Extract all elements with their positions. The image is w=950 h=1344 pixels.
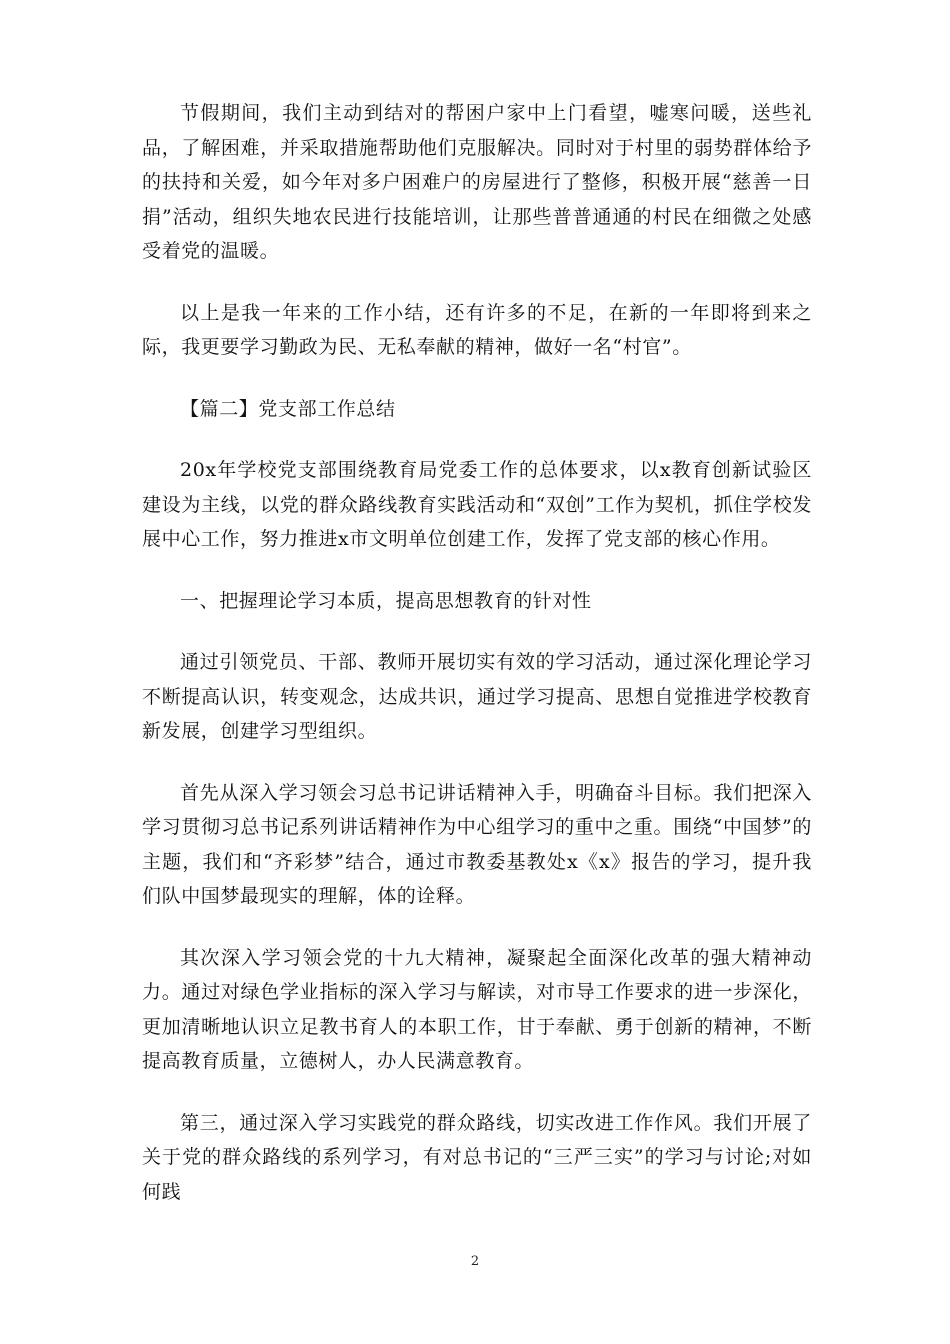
paragraph-branch-overview: 20x年学校党支部围绕教育局党委工作的总体要求，以x教育创新试验区建设为主线，以党的群众路线教育实践活动和“双创”工作为契机，抓住学校发展中心工作，努力推进x市文明单位创建工作，发挥了党支部的核心作用。 <box>142 459 812 550</box>
paragraph-holiday-visits: 节假期间，我们主动到结对的帮困户家中上门看望，嘘寒问暖，送些礼品，了解困难，并采取措施帮助他们克服解决。同时对于村里的弱势群体给予的扶持和关爱，如今年对多户困难户的房屋进行了整修，积极开展“慈善一日捐”活动，组织失地农民进行技能培训，让那些普普通通的村民在细微之处感受着党的温暖。 <box>142 102 812 262</box>
paragraph-first-point: 首先从深入学习领会习总书记讲话精神入手，明确奋斗目标。我们把深入学习贯彻习总书记系列讲话精神作为中心组学习的重中之重。围绕“中国梦”的主题，我们和“齐彩梦”结合，通过市教委基教处x《x》报告的学习，提升我们队中国梦最现实的理解，体的诠释。 <box>142 781 812 907</box>
paragraph-study-activities: 通过引领党员、干部、教师开展切实有效的学习活动，通过深化理论学习不断提高认识，转变观念，达成共识，通过学习提高、思想自觉推进学校教育新发展，创建学习型组织。 <box>142 651 812 742</box>
paragraph-second-point: 其次深入学习领会党的十九大精神，凝聚起全面深化改革的强大精神动力。通过对绿色学业指标的深入学习与解读，对市导工作要求的进一步深化，更加清晰地认识立足教书育人的本职工作，甘于奉献、勇于创新的精神，不断提高教育质量，立德树人，办人民满意教育。 <box>142 946 812 1072</box>
paragraph-summary-closing: 以上是我一年来的工作小结，还有许多的不足，在新的一年即将到来之际，我更要学习勤政为民、无私奉献的精神，做好一名“村官”。 <box>142 301 812 358</box>
page-number: 2 <box>470 1254 480 1269</box>
section-heading-part-two: 【篇二】党支部工作总结 <box>180 397 396 420</box>
subheading-theory-study: 一、把握理论学习本质，提高思想教育的针对性 <box>180 589 592 612</box>
paragraph-third-point: 第三，通过深入学习实践党的群众路线，切实改进工作作风。我们开展了关于党的群众路线的系列学习，有对总书记的“三严三实”的学习与讨论;对如何践 <box>142 1111 812 1203</box>
document-body <box>142 96 812 1236</box>
